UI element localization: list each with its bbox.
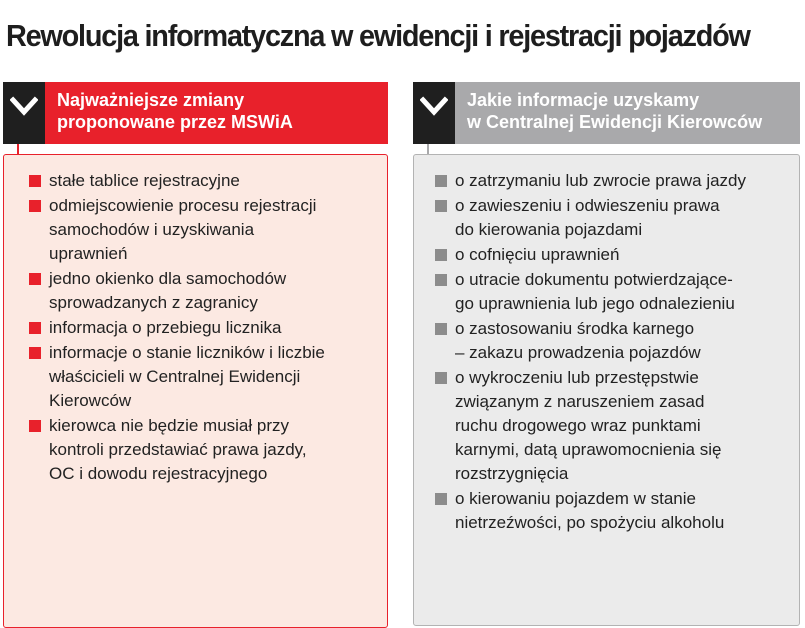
left-panel-heading xyxy=(45,82,388,144)
list-item-line: uprawnień xyxy=(49,244,128,263)
left-panel-header xyxy=(3,82,388,144)
list-item-line: kontroli przedstawiać prawa jazdy, xyxy=(49,440,307,459)
list-item xyxy=(49,194,379,266)
square-bullet-icon xyxy=(435,175,447,187)
right-panel-header xyxy=(413,82,800,144)
list-item-line: odmiejscowienie procesu rejestracji xyxy=(49,196,317,215)
list-item-line: informacje o stanie liczników i liczbie xyxy=(49,343,325,362)
square-bullet-icon xyxy=(29,273,41,285)
list-item-line: o wykroczeniu lub przestępstwie xyxy=(455,368,699,387)
square-bullet-icon xyxy=(435,493,447,505)
right-panel-heading xyxy=(455,82,800,144)
list-item-line: o kierowaniu pojazdem w stanie xyxy=(455,489,696,508)
list-item xyxy=(455,317,793,365)
list-item xyxy=(49,267,379,315)
list-item-line: związanym z naruszeniem zasad xyxy=(455,392,705,411)
square-bullet-icon xyxy=(29,420,41,432)
page-title: Rewolucja informatyczna w ewidencji i rejestracji pojazdów xyxy=(6,18,750,53)
list-item-line: do kierowania pojazdami xyxy=(455,220,643,239)
square-bullet-icon xyxy=(435,249,447,261)
list-item-line: samochodów i uzyskiwania xyxy=(49,220,255,239)
square-bullet-icon xyxy=(435,200,447,212)
list-item-line: informacja o przebiegu licznika xyxy=(49,318,282,337)
heading-line: w Centralnej Ewidencji Kierowców xyxy=(467,112,763,132)
square-bullet-icon xyxy=(29,322,41,334)
left-list xyxy=(49,169,379,487)
list-item-line: – zakazu prowadzenia pojazdów xyxy=(455,343,701,362)
chevron-down-icon xyxy=(3,82,45,144)
heading-line: proponowane przez MSWiA xyxy=(57,112,293,132)
list-item xyxy=(455,366,793,486)
list-item-line: go uprawnienia lub jego odnalezieniu xyxy=(455,294,735,313)
list-item-line: jedno okienko dla samochodów xyxy=(49,269,287,288)
list-item-line: właścicieli w Centralnej Ewidencji xyxy=(49,367,301,386)
square-bullet-icon xyxy=(29,347,41,359)
left-panel-list-box xyxy=(3,154,388,628)
list-item xyxy=(49,341,379,413)
list-item xyxy=(455,243,793,267)
list-item xyxy=(455,487,793,535)
list-item-line: o cofnięciu uprawnień xyxy=(455,245,620,264)
square-bullet-icon xyxy=(29,175,41,187)
square-bullet-icon xyxy=(435,323,447,335)
square-bullet-icon xyxy=(435,274,447,286)
list-item xyxy=(455,169,793,193)
list-item-line: sprowadzanych z zagranicy xyxy=(49,293,258,312)
list-item xyxy=(49,414,379,486)
heading-line: Jakie informacje uzyskamy xyxy=(467,90,700,110)
list-item-line: o utracie dokumentu potwierdzające- xyxy=(455,270,733,289)
square-bullet-icon xyxy=(29,200,41,212)
heading-line: Najważniejsze zmiany xyxy=(57,90,245,110)
list-item-line: OC i dowodu rejestracyjnego xyxy=(49,464,268,483)
square-bullet-icon xyxy=(435,372,447,384)
list-item-line: stałe tablice rejestracyjne xyxy=(49,171,240,190)
list-item-line: o zawieszeniu i odwieszeniu prawa xyxy=(455,196,720,215)
list-item xyxy=(49,316,379,340)
list-item-line: ruchu drogowego wraz punktami xyxy=(455,416,701,435)
right-panel-list-box xyxy=(413,154,800,626)
list-item xyxy=(455,194,793,242)
list-item xyxy=(49,169,379,193)
list-item-line: nietrzeźwości, po spożyciu alkoholu xyxy=(455,513,725,532)
list-item-line: o zatrzymaniu lub zwrocie prawa jazdy xyxy=(455,171,747,190)
list-item xyxy=(455,268,793,316)
list-item-line: o zastosowaniu środka karnego xyxy=(455,319,695,338)
chevron-down-icon xyxy=(413,82,455,144)
list-item-line: rozstrzygnięcia xyxy=(455,464,569,483)
list-item-line: karnymi, datą uprawomocnienia się xyxy=(455,440,722,459)
list-item-line: kierowca nie będzie musiał przy xyxy=(49,416,289,435)
right-list xyxy=(455,169,793,536)
list-item-line: Kierowców xyxy=(49,391,132,410)
